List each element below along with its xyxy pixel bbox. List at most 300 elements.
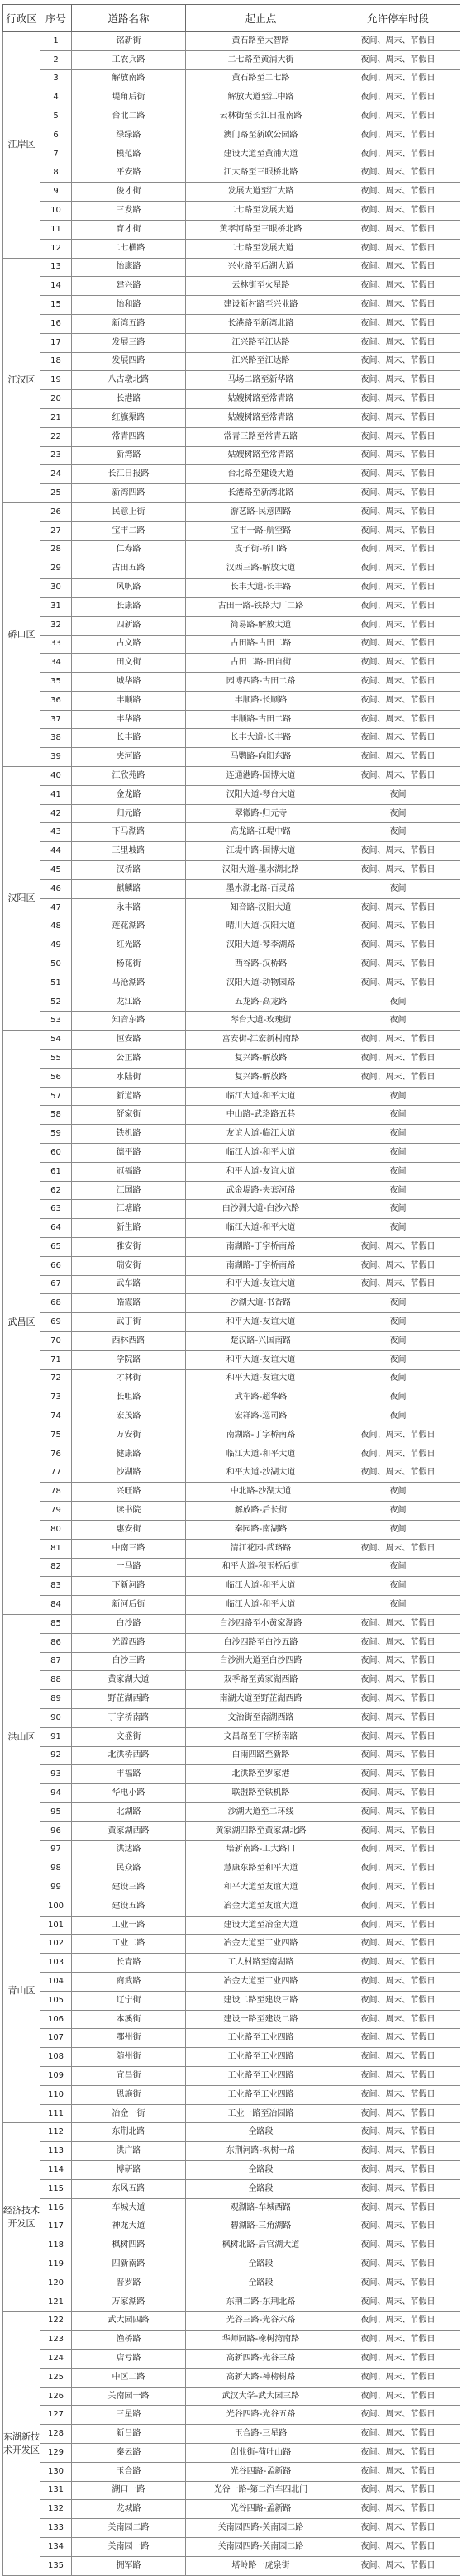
index-cell: 129 (40, 2444, 72, 2463)
allowed-time-cell: 夜间、周末、节假日 (336, 145, 460, 164)
allowed-time-cell: 夜间、周末、节假日 (336, 1652, 460, 1671)
index-cell: 29 (40, 559, 72, 579)
start-end-cell: 建设大道至黄浦大道 (186, 145, 336, 164)
start-end-cell: 丰顺路-古田二路 (186, 710, 336, 729)
index-cell: 42 (40, 804, 72, 823)
road-name-cell: 长丰路 (72, 729, 186, 748)
road-name-cell: 俊才街 (72, 183, 186, 202)
allowed-time-cell: 夜间、周末、节假日 (336, 1539, 460, 1558)
table-row (3, 1162, 460, 1181)
allowed-time-cell: 夜间、周末、节假日 (336, 2444, 460, 2463)
start-end-cell: 兴业路至后湖大道 (186, 258, 336, 277)
allowed-time-cell: 夜间、周末、节假日 (336, 691, 460, 710)
allowed-time-cell: 夜间、周末、节假日 (336, 1275, 460, 1294)
start-end-cell: 沙湖大道至二环线 (186, 1802, 336, 1821)
allowed-time-cell: 夜间、周末、节假日 (336, 502, 460, 521)
allowed-time-cell: 夜间 (336, 1520, 460, 1539)
table-row (3, 1784, 460, 1803)
table-row (3, 1765, 460, 1784)
allowed-time-cell: 夜间、周末、节假日 (336, 484, 460, 503)
table-row (3, 314, 460, 333)
index-cell: 106 (40, 2010, 72, 2029)
allowed-time-cell: 夜间 (336, 1596, 460, 1615)
index-cell: 120 (40, 2274, 72, 2293)
index-cell: 14 (40, 277, 72, 296)
table-row (3, 2067, 460, 2086)
road-name-cell: 沙湖路 (72, 1464, 186, 1483)
road-name-cell: 江国路 (72, 1181, 186, 1200)
allowed-time-cell: 夜间、周末、节假日 (336, 32, 460, 51)
index-cell: 123 (40, 2331, 72, 2350)
start-end-cell: 联盟路至铁机路 (186, 1784, 336, 1803)
road-name-cell: 城华路 (72, 673, 186, 692)
table-row (3, 352, 460, 371)
allowed-time-cell: 夜间、周末、节假日 (336, 2104, 460, 2123)
road-name-cell: 洪广路 (72, 2142, 186, 2161)
allowed-time-cell: 夜间、周末、节假日 (336, 1897, 460, 1916)
index-cell: 82 (40, 1558, 72, 1577)
road-name-cell: 绿绿路 (72, 126, 186, 145)
allowed-time-cell: 夜间、周末、节假日 (336, 710, 460, 729)
start-end-cell: 复兴路-解放路 (186, 1068, 336, 1087)
road-name-cell: 万家湖路 (72, 2293, 186, 2312)
road-name-cell: 鄂州街 (72, 2029, 186, 2048)
index-cell: 128 (40, 2425, 72, 2444)
start-end-cell: 二七路至黄浦大街 (186, 50, 336, 69)
start-end-cell: 和平大道-友谊大道 (186, 1313, 336, 1332)
index-cell: 8 (40, 164, 72, 183)
table-row (3, 1125, 460, 1144)
table-row (3, 2444, 460, 2463)
index-cell: 11 (40, 220, 72, 239)
index-cell: 124 (40, 2350, 72, 2369)
index-cell: 112 (40, 2123, 72, 2142)
index-cell: 22 (40, 427, 72, 446)
table-row (3, 2161, 460, 2180)
allowed-time-cell: 夜间、周末、节假日 (336, 1916, 460, 1935)
table-row (3, 296, 460, 315)
table-row (3, 748, 460, 767)
allowed-time-cell: 夜间、周末、节假日 (336, 955, 460, 974)
start-end-cell: 长港路至新湾北路 (186, 484, 336, 503)
index-cell: 110 (40, 2085, 72, 2104)
start-end-cell: 高新大路-神榜树路 (186, 2368, 336, 2387)
table-row (3, 69, 460, 88)
index-cell: 47 (40, 898, 72, 917)
index-cell: 54 (40, 1031, 72, 1050)
allowed-time-cell: 夜间、周末、节假日 (336, 2312, 460, 2331)
table-row (3, 993, 460, 1012)
start-end-cell: 姑嫂树路至常青路 (186, 390, 336, 409)
allowed-time-cell: 夜间、周末、节假日 (336, 2519, 460, 2538)
start-end-cell: 马鹦路-向阳东路 (186, 748, 336, 767)
start-end-cell: 冶金大道至友谊大道 (186, 1897, 336, 1916)
road-name-cell: 普罗路 (72, 2274, 186, 2293)
table-row (3, 220, 460, 239)
index-cell: 59 (40, 1125, 72, 1144)
index-cell: 73 (40, 1388, 72, 1407)
start-end-cell: 北洪路至罗家港 (186, 1765, 336, 1784)
index-cell: 32 (40, 616, 72, 635)
allowed-time-cell: 夜间 (336, 804, 460, 823)
allowed-time-cell: 夜间、周末、节假日 (336, 748, 460, 767)
road-name-cell: 汉桥路 (72, 861, 186, 880)
road-name-cell: 舒家街 (72, 1106, 186, 1125)
allowed-time-cell: 夜间、周末、节假日 (336, 1840, 460, 1859)
road-name-cell: 知音东路 (72, 1012, 186, 1031)
start-end-cell: 建设一路至建设二路 (186, 2010, 336, 2029)
road-name-cell: 长江日报路 (72, 465, 186, 484)
table-row (3, 164, 460, 183)
start-end-cell: 长丰大道-长丰路 (186, 579, 336, 598)
start-end-cell: 台北路至建设大道 (186, 465, 336, 484)
allowed-time-cell: 夜间、周末、节假日 (336, 2500, 460, 2519)
table-row (3, 2179, 460, 2198)
table-row (3, 2123, 460, 2142)
allowed-time-cell: 夜间、周末、节假日 (336, 2198, 460, 2217)
table-row (3, 1012, 460, 1031)
road-name-cell: 红旗渠路 (72, 408, 186, 427)
table-row (3, 2029, 460, 2048)
road-name-cell: 建设五路 (72, 1897, 186, 1916)
table-row (3, 2368, 460, 2387)
road-name-cell: 工业二路 (72, 1935, 186, 1954)
table-row (3, 1238, 460, 1257)
table-row (3, 408, 460, 427)
index-cell: 100 (40, 1897, 72, 1916)
index-cell: 62 (40, 1181, 72, 1200)
road-name-cell: 健康路 (72, 1445, 186, 1464)
table-row (3, 2331, 460, 2350)
start-end-cell: 中山路-武珞路五巷 (186, 1106, 336, 1125)
allowed-time-cell: 夜间、周末、节假日 (336, 898, 460, 917)
road-name-cell: 龙城路 (72, 2500, 186, 2519)
table-row (3, 2255, 460, 2274)
road-name-cell: 关南园一路 (72, 2537, 186, 2556)
allowed-time-cell: 夜间、周末、节假日 (336, 1426, 460, 1445)
start-end-cell: 全路段 (186, 2179, 336, 2198)
road-name-cell: 关南园一路 (72, 2387, 186, 2406)
road-name-cell: 车城大道 (72, 2198, 186, 2217)
start-end-cell: 华师园路-橡树湾南路 (186, 2331, 336, 2350)
start-end-cell: 黄石路至二七路 (186, 69, 336, 88)
index-cell: 91 (40, 1727, 72, 1746)
start-end-cell: 翠微路-归元寺 (186, 804, 336, 823)
allowed-time-cell: 夜间、周末、节假日 (336, 673, 460, 692)
allowed-time-cell: 夜间、周末、节假日 (336, 1256, 460, 1275)
index-cell: 84 (40, 1596, 72, 1615)
allowed-time-cell: 夜间、周末、节假日 (336, 333, 460, 352)
road-name-cell: 冠福路 (72, 1162, 186, 1181)
start-end-cell: 园博西路-古田二路 (186, 673, 336, 692)
allowed-time-cell: 夜间、周末、节假日 (336, 2293, 460, 2312)
district-cell: 武昌区 (3, 1031, 40, 1615)
table-row (3, 88, 460, 107)
table-row (3, 1388, 460, 1407)
table-row (3, 2387, 460, 2406)
start-end-cell: 黄家湖四路至黄家湖北路 (186, 1821, 336, 1840)
start-end-cell: 枫树北路-后官湖大道 (186, 2236, 336, 2255)
allowed-time-cell: 夜间 (336, 1388, 460, 1407)
start-end-cell: 文治街至南湖西路 (186, 1708, 336, 1727)
table-row (3, 465, 460, 484)
table-row (3, 1483, 460, 1502)
index-cell: 1 (40, 32, 72, 51)
start-end-cell: 富安街-江宏新村南路 (186, 1031, 336, 1050)
start-end-cell: 光谷三路-光谷六路 (186, 2312, 336, 2331)
road-name-cell: 关南园二路 (72, 2519, 186, 2538)
allowed-time-cell: 夜间、周末、节假日 (336, 2331, 460, 2350)
allowed-time-cell: 夜间、周末、节假日 (336, 107, 460, 126)
road-name-cell: 仁寿路 (72, 540, 186, 559)
road-name-cell: 长咀路 (72, 1388, 186, 1407)
table-row (3, 1313, 460, 1332)
table-row (3, 2048, 460, 2067)
road-name-cell: 三发路 (72, 202, 186, 221)
table-row (3, 1859, 460, 1878)
start-end-cell: 临江大道-和平大道 (186, 1577, 336, 1596)
start-end-cell: 古田路-古田二路 (186, 635, 336, 654)
index-cell: 40 (40, 767, 72, 786)
start-end-cell: 全路段 (186, 2161, 336, 2180)
road-name-cell: 新生路 (72, 1219, 186, 1238)
road-name-cell: 下马湖路 (72, 823, 186, 842)
start-end-cell: 文昌路至丁字桥南路 (186, 1727, 336, 1746)
allowed-time-cell: 夜间 (336, 1502, 460, 1521)
start-end-cell: 友谊大道-临江大道 (186, 1125, 336, 1144)
table-row (3, 1031, 460, 1050)
start-end-cell: 临江大道-和平大道 (186, 1219, 336, 1238)
table-row (3, 1840, 460, 1859)
index-cell: 65 (40, 1238, 72, 1257)
index-cell: 7 (40, 145, 72, 164)
road-name-cell: 麒麟路 (72, 879, 186, 898)
table-row (3, 2293, 460, 2312)
allowed-time-cell: 夜间、周末、节假日 (336, 2048, 460, 2067)
table-row (3, 579, 460, 598)
index-cell: 68 (40, 1294, 72, 1313)
table-row (3, 1464, 460, 1483)
road-name-cell: 发展三路 (72, 333, 186, 352)
table-row (3, 32, 460, 51)
allowed-time-cell: 夜间、周末、节假日 (336, 936, 460, 955)
table-row (3, 597, 460, 616)
road-name-cell: 堤角后街 (72, 88, 186, 107)
allowed-time-cell: 夜间、周末、节假日 (336, 540, 460, 559)
index-cell: 23 (40, 446, 72, 465)
allowed-time-cell: 夜间、周末、节假日 (336, 559, 460, 579)
table-row (3, 1690, 460, 1709)
index-cell: 9 (40, 183, 72, 202)
table-row (3, 691, 460, 710)
start-end-cell: 武汉大学-武大园三路 (186, 2387, 336, 2406)
allowed-time-cell: 夜间、周末、节假日 (336, 277, 460, 296)
table-row (3, 1144, 460, 1163)
road-name-cell: 黄家湖大道 (72, 1671, 186, 1690)
allowed-time-cell: 夜间、周末、节假日 (336, 1954, 460, 1973)
table-row (3, 1256, 460, 1275)
road-name-cell: 江塘路 (72, 1200, 186, 1219)
table-row (3, 1935, 460, 1954)
allowed-time-cell: 夜间、周末、节假日 (336, 2179, 460, 2198)
road-name-cell: 恒安路 (72, 1031, 186, 1050)
table-row (3, 2350, 460, 2369)
road-name-cell: 玉合路 (72, 2462, 186, 2481)
start-end-cell: 和平大道-友谊大道 (186, 1275, 336, 1294)
index-cell: 58 (40, 1106, 72, 1125)
start-end-cell: 二七路至发展大道 (186, 202, 336, 221)
table-row (3, 1633, 460, 1652)
road-name-cell: 北湖路 (72, 1802, 186, 1821)
start-end-cell: 全路段 (186, 2255, 336, 2274)
allowed-time-cell: 夜间、周末、节假日 (336, 465, 460, 484)
index-cell: 19 (40, 371, 72, 390)
start-end-cell: 汉阳大道-墨水湖北路 (186, 861, 336, 880)
index-cell: 37 (40, 710, 72, 729)
parking-road-table (2, 4, 460, 2576)
road-name-cell: 新湾四路 (72, 484, 186, 503)
road-name-cell: 西林西路 (72, 1331, 186, 1350)
road-name-cell: 民意上街 (72, 502, 186, 521)
start-end-cell: 和平大道-积玉桥后街 (186, 1558, 336, 1577)
table-row (3, 126, 460, 145)
table-row (3, 371, 460, 390)
index-cell: 83 (40, 1577, 72, 1596)
start-end-cell: 塔岭路一虎泉街 (186, 2556, 336, 2575)
index-cell: 115 (40, 2179, 72, 2198)
road-name-cell: 龙江路 (72, 993, 186, 1012)
table-row (3, 1991, 460, 2010)
table-row (3, 767, 460, 786)
index-cell: 117 (40, 2217, 72, 2236)
index-cell: 72 (40, 1369, 72, 1388)
allowed-time-cell: 夜间 (336, 1407, 460, 1426)
start-end-cell: 临江大道-和平大道 (186, 1144, 336, 1163)
road-name-cell: 读书院 (72, 1502, 186, 1521)
road-name-cell: 博研路 (72, 2161, 186, 2180)
road-name-cell: 红光路 (72, 936, 186, 955)
table-row (3, 1671, 460, 1690)
road-name-cell: 秦云路 (72, 2444, 186, 2463)
table-row (3, 2425, 460, 2444)
index-cell: 31 (40, 597, 72, 616)
road-name-cell: 新道路 (72, 1087, 186, 1106)
index-cell: 3 (40, 69, 72, 88)
table-row (3, 2198, 460, 2217)
start-end-cell: 汉西三路-解放大道 (186, 559, 336, 579)
allowed-time-cell: 夜间 (336, 1125, 460, 1144)
allowed-time-cell: 夜间、周末、节假日 (336, 616, 460, 635)
allowed-time-cell: 夜间 (336, 1087, 460, 1106)
start-end-cell: 姑嫂树路至常青路 (186, 408, 336, 427)
index-cell: 135 (40, 2556, 72, 2575)
road-name-cell: 发展四路 (72, 352, 186, 371)
index-cell: 15 (40, 296, 72, 315)
allowed-time-cell: 夜间、周末、节假日 (336, 2255, 460, 2274)
allowed-time-cell: 夜间、周末、节假日 (336, 654, 460, 673)
table-row (3, 2142, 460, 2161)
start-end-cell: 白沙洲大道-白沙六路 (186, 1200, 336, 1219)
table-row (3, 333, 460, 352)
allowed-time-cell: 夜间 (336, 1483, 460, 1502)
index-cell: 96 (40, 1821, 72, 1840)
table-row (3, 521, 460, 540)
allowed-time-cell: 夜间、周末、节假日 (336, 352, 460, 371)
allowed-time-cell: 夜间、周末、节假日 (336, 2085, 460, 2104)
start-end-cell: 观湖路-车城西路 (186, 2198, 336, 2217)
index-cell: 4 (40, 88, 72, 107)
index-cell: 36 (40, 691, 72, 710)
road-name-cell: 华电小路 (72, 1784, 186, 1803)
allowed-time-cell: 夜间、周末、节假日 (336, 296, 460, 315)
index-cell: 90 (40, 1708, 72, 1727)
table-row (3, 1954, 460, 1973)
allowed-time-cell: 夜间 (336, 1012, 460, 1031)
start-end-cell: 高新四路-光谷三路 (186, 2350, 336, 2369)
allowed-time-cell: 夜间、周末、节假日 (336, 390, 460, 409)
start-end-cell: 碧湖路-三角湖路 (186, 2217, 336, 2236)
index-cell: 118 (40, 2236, 72, 2255)
index-cell: 133 (40, 2519, 72, 2538)
index-cell: 61 (40, 1162, 72, 1181)
table-row (3, 1275, 460, 1294)
road-name-cell: 东荆北路 (72, 2123, 186, 2142)
index-cell: 95 (40, 1802, 72, 1821)
index-cell: 41 (40, 785, 72, 804)
index-cell: 43 (40, 823, 72, 842)
road-name-cell: 公正路 (72, 1050, 186, 1069)
allowed-time-cell: 夜间、周末、节假日 (336, 2350, 460, 2369)
index-cell: 127 (40, 2406, 72, 2425)
table-row (3, 1520, 460, 1539)
index-cell: 69 (40, 1313, 72, 1332)
allowed-time-cell: 夜间、周末、节假日 (336, 220, 460, 239)
road-name-cell: 丰华路 (72, 710, 186, 729)
start-end-cell: 江大路至三眼桥北路 (186, 164, 336, 183)
road-name-cell: 丰福路 (72, 1765, 186, 1784)
road-name-cell: 武大园四路 (72, 2312, 186, 2331)
allowed-time-cell: 夜间 (336, 1577, 460, 1596)
index-cell: 60 (40, 1144, 72, 1163)
allowed-time-cell: 夜间 (336, 823, 460, 842)
table-row (3, 2217, 460, 2236)
index-cell: 18 (40, 352, 72, 371)
allowed-time-cell: 夜间、周末、节假日 (336, 2274, 460, 2293)
start-end-cell: 二七路至发展大道 (186, 239, 336, 258)
table-row (3, 540, 460, 559)
road-name-cell: 永丰路 (72, 898, 186, 917)
start-end-cell: 长丰大道-长丰路 (186, 729, 336, 748)
start-end-cell: 云林街至长江日报南路 (186, 107, 336, 126)
table-row (3, 1802, 460, 1821)
index-cell: 75 (40, 1426, 72, 1445)
index-cell: 63 (40, 1200, 72, 1219)
allowed-time-cell: 夜间、周末、节假日 (336, 427, 460, 446)
index-cell: 134 (40, 2537, 72, 2556)
start-end-cell: 汉阳大道-琴李湖路 (186, 936, 336, 955)
table-row (3, 2236, 460, 2255)
road-name-cell: 铭新街 (72, 32, 186, 51)
index-cell: 108 (40, 2048, 72, 2067)
table-row (3, 673, 460, 692)
start-end-cell: 黄石路至大智路 (186, 32, 336, 51)
road-name-cell: 三星路 (72, 2406, 186, 2425)
start-end-cell: 武车路-超华路 (186, 1388, 336, 1407)
road-name-cell: 随州街 (72, 2048, 186, 2067)
start-end-cell: 长港路至新湾北路 (186, 314, 336, 333)
table-row (3, 1746, 460, 1765)
index-cell: 86 (40, 1633, 72, 1652)
